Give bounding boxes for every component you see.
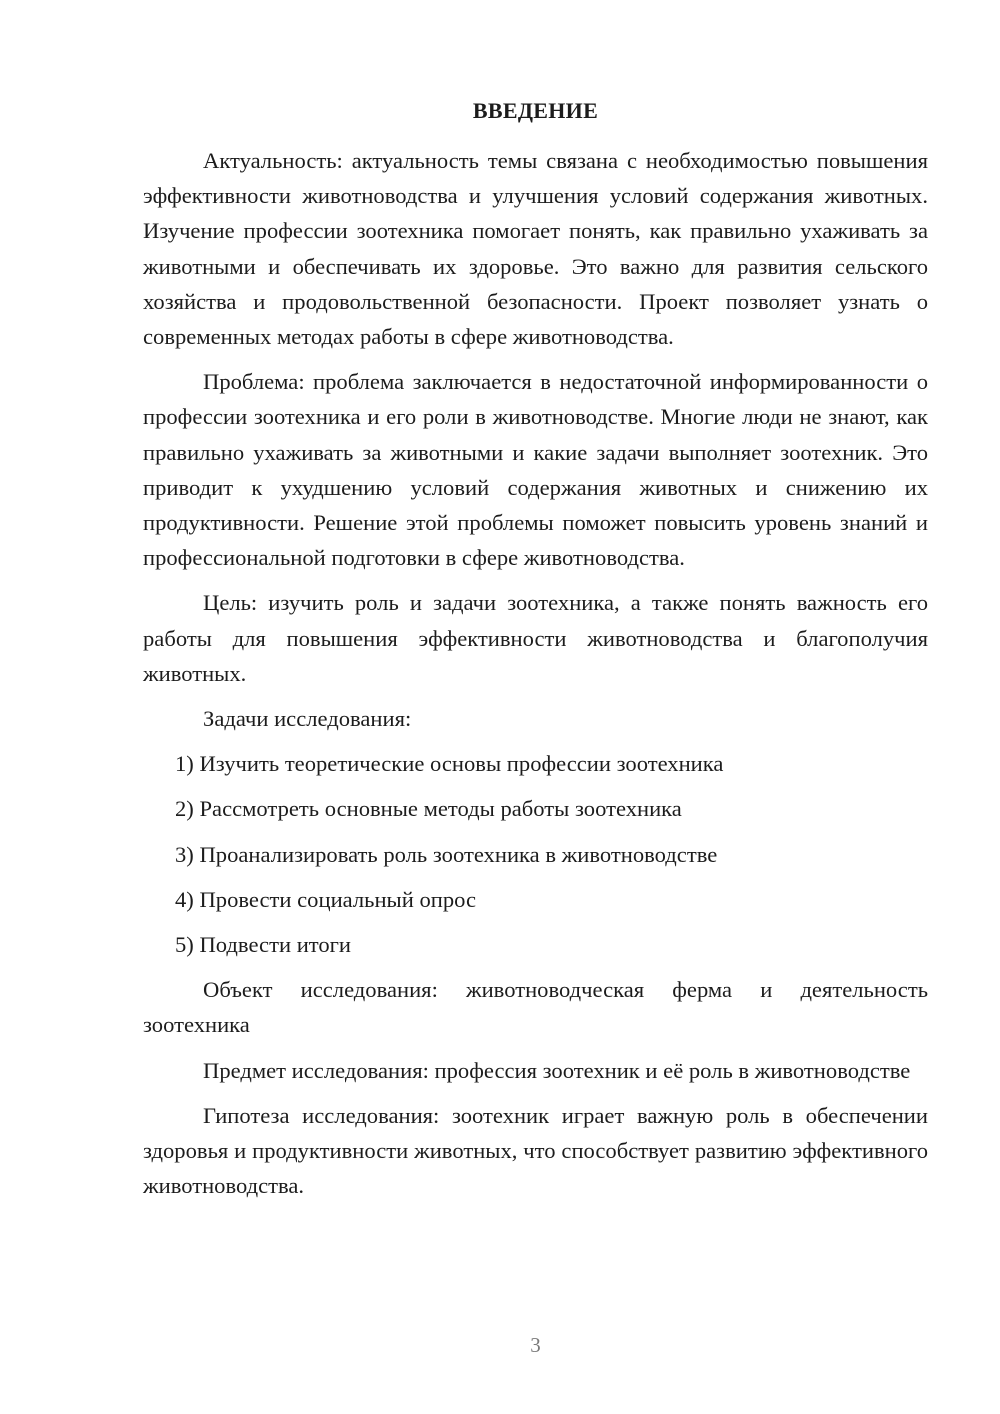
paragraph-hypothesis: Гипотеза исследования: зоотехник играет важную роль в обеспечении здоровья и продуктивности животных, что способствует развитию эффективного животноводства. <box>143 1102 928 1199</box>
document-page <box>143 0 928 1414</box>
list-item: 2) Рассмотреть основные методы работы зоотехника <box>175 796 682 822</box>
paragraph-subject: Предмет исследования: профессия зоотехник и её роль в животноводстве <box>203 1057 911 1083</box>
list-item: 1) Изучить теоретические основы профессии зоотехника <box>175 751 724 777</box>
page-title: ВВЕДЕНИЕ <box>472 98 599 123</box>
tasks-list <box>143 746 928 962</box>
tasks-heading: Задачи исследования: <box>203 706 412 732</box>
list-item: 3) Проанализировать роль зоотехника в животноводстве <box>175 841 718 867</box>
page-number: 3 <box>530 1333 541 1357</box>
paragraph-relevance: Актуальность: актуальность темы связана с необходимостью повышения эффективности животноводства и улучшения условий содержания животных. Изучение профессии зоотехника помогает понять, как правильно ухаживать за животными и обеспечивать их здоровье. Это важно для развития сельского хозяйства и продовольственной безопасности. Проект позволяет узнать о современных методах работы в сфере животноводства. <box>143 148 928 350</box>
paragraph-problem: Проблема: проблема заключается в недостаточной информированности о профессии зоотехника и его роли в животноводстве. Многие люди не знают, как правильно ухаживать за животными и какие задачи выполняет зоотехник. Это приводит к ухудшению условий содержания животных и снижению их продуктивности. Решение этой проблемы поможет повысить уровень знаний и профессиональной подготовки в сфере животноводства. <box>143 369 928 571</box>
paragraph-object: Объект исследования: животноводческая ферма и деятельность зоотехника <box>143 977 928 1038</box>
document-body <box>143 143 928 1213</box>
list-item: 4) Провести социальный опрос <box>175 886 477 912</box>
paragraph-goal: Цель: изучить роль и задачи зоотехника, а также понять важность его работы для повышения эффективности животноводства и благополучия животных. <box>143 590 928 686</box>
list-item: 5) Подвести итоги <box>175 932 352 958</box>
